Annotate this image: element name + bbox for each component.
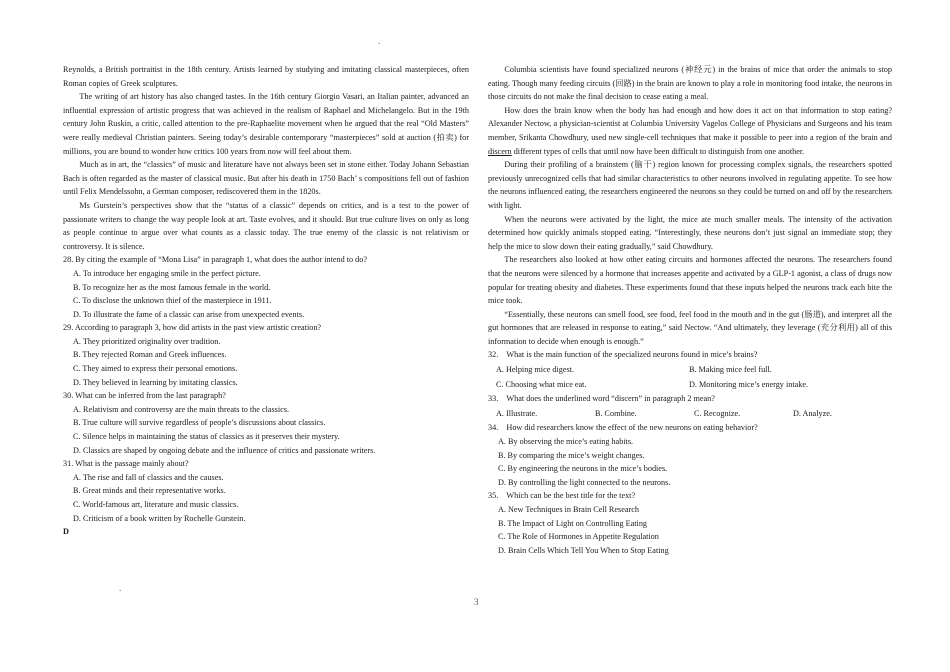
- question-30-option: D. Classics are shaped by ongoing debate and the influence of critics and passionate writers.: [73, 445, 376, 455]
- question-30-option: A. Relativism and controversy are the main threats to the classics.: [73, 404, 289, 414]
- question-34-stem: 34. How did researchers know the effect of the new neurons on eating behavior?: [488, 423, 758, 433]
- answer-key: D: [63, 527, 69, 537]
- question-35-option: A. New Techniques in Brain Cell Research: [498, 505, 639, 514]
- question-31-option: B. Great minds and their representative works.: [73, 486, 226, 496]
- question-28-option: D. To illustrate the fame of a classic can arise from unexpected events.: [73, 309, 305, 319]
- question-34-option: D. By controlling the light connected to the neurons.: [498, 477, 671, 487]
- right-column: [488, 63, 892, 557]
- question-32-option: B. Making mice feel full.: [689, 365, 772, 375]
- question-29-option: C. They aimed to express their personal emotions.: [73, 364, 238, 374]
- question-28-option: B. To recognize her as the most famous female in the world.: [73, 282, 271, 292]
- underlined-word: discern: [488, 146, 512, 156]
- question-28-option: A. To introduce her engaging smile in the perfect picture.: [73, 268, 261, 278]
- question-30-option: B. True culture will survive regardless of people’s discussions about classics.: [73, 418, 326, 428]
- question-32-option: A. Helping mice digest.: [496, 365, 574, 375]
- page-number: 3: [474, 597, 479, 607]
- question-28-stem: 28. By citing the example of “Mona Lisa” in paragraph 1, what does the author intend to do?: [63, 255, 367, 265]
- question-35-option: B. The Impact of Light on Controlling Eating: [498, 518, 648, 528]
- question-32-option: C. Choosing what mice eat.: [496, 379, 587, 389]
- paragraph: The writing of art history has also changed tastes. In the 16th century Giorgio Vasari, an Italian painter, advanced an influential expression of artistic progress that was achieved in the realism of Raphael and Michelangelo. But in the 19th century John Ruskin, a critic, called attention to the pre-Raphaelite movement when he argued that the real “Old Masters” were really medieval Christian painters. Seeing today’s desirable contemporary “masterpieces” sold at auction (拍卖) for millions, you are bound to wonder how critics 100 years from now will feel about them.: [63, 92, 469, 156]
- question-33-option: A. Illustrate.: [496, 408, 538, 418]
- question-28-option: C. To disclose the unknown thief of the masterpiece in 1911.: [73, 296, 272, 306]
- question-33-option: D. Analyze.: [793, 408, 832, 418]
- question-29-option: D. They believed in learning by imitating classics.: [73, 377, 238, 387]
- question-34-option: B. By comparing the mice’s weight changes.: [498, 450, 645, 460]
- header-mark: .: [378, 36, 381, 46]
- question-30-option: C. Silence helps in maintaining the status of classics as it preserves their mystery.: [73, 432, 340, 442]
- question-35-option: D. Brain Cells Which Tell You When to Stop Eating: [498, 545, 669, 555]
- paragraph: Columbia scientists have found specialized neurons (神经元) in the brains of mice that order the animals to stop eating. Though many feeding circuits (回路) in the brain are known to play a role in monitoring food intake, the neurons in those circuits do not make the final decision to cease eating a meal.: [488, 65, 892, 102]
- question-31-option: C. World-famous art, literature and music classics.: [73, 500, 239, 509]
- left-column: [63, 63, 469, 539]
- question-31-option: D. Criticism of a book written by Rochelle Gurstein.: [73, 513, 246, 523]
- question-32-options: [488, 378, 892, 392]
- paragraph: The researchers also looked at how other eating circuits and hormones affected the neurons. The researchers found that the neurons were silenced by a hormone that increases appetite and activated by a GLP-1 agonist, a class of drugs now popular for treating obesity and diabetes. These experiments found that these inputs helped the neurons track each bite the mice took.: [488, 255, 892, 306]
- paragraph: Much as in art, the “classics” of music and literature have not always been set in stone either. Today Johann Sebastian Bach is often regarded as the master of classical music. But after his death in 1750 Bach’ s compositions fell out of fashion until Felix Mendelssohn, a German composer, rediscovered them in the 1820s.: [63, 160, 469, 197]
- question-34-option: A. By observing the mice’s eating habits.: [498, 437, 634, 447]
- paragraph: [488, 104, 892, 158]
- footer-mark: .: [119, 583, 122, 593]
- question-29-stem: 29. According to paragraph 3, how did artists in the past view artistic creation?: [63, 323, 322, 333]
- question-31-option: A. The rise and fall of classics and the causes.: [73, 472, 224, 482]
- question-33-option: C. Recognize.: [694, 408, 741, 418]
- question-32-stem: 32. What is the main function of the specialized neurons found in mice’s brains?: [488, 350, 758, 360]
- question-31-stem: 31. What is the passage mainly about?: [63, 459, 189, 469]
- question-33-option: B. Combine.: [595, 408, 637, 418]
- paragraph: When the neurons were activated by the light, the mice ate much smaller meals. The intensity of the activation determined how quickly animals stopped eating. “Interestingly, these neurons don’t just signal an immediate stop; they help the mice to slow down their eating gradually,” said Chowdhury.: [488, 214, 892, 251]
- question-29-option: B. They rejected Roman and Greek influences.: [73, 350, 227, 360]
- question-34-option: C. By engineering the neurons in the mice’s bodies.: [498, 464, 668, 474]
- paragraph: “Essentially, these neurons can smell food, see food, feel food in the mouth and in the gut (肠道), and interpret all the gut hormones that are released in response to eating,” said Nectow. “And ultimately, they leverage (充分利用) all of this information to decide when enough is enough.”: [488, 309, 892, 346]
- paragraph: Reynolds, a British portraitist in the 18th century. Artists learned by studying and imitating classical masterpieces, often Roman copies of Greek sculptures.: [63, 65, 469, 88]
- paragraph: During their profiling of a brainstem (脑干) region known for processing complex signals, the researchers spotted previously unrecognized cells that had similar characteristics to other neurons involved in regulating appetite. To see how the neurons influenced eating, the researchers engineered the neurons so they could be turned on and off by the researchers with light.: [488, 160, 892, 210]
- text: different types of cells that until now have been difficult to distinguish from one another.: [511, 146, 805, 156]
- text: How does the brain know when the body has had enough and how does it act on that information to stop eating? Alexander Nectow, a physician-scientist at Columbia University Vagelos College of Physicians and Surgeons and his team member, Srikanta Chowdhury, used new single-cell techniques that make it possible to peer into a region of the brain and: [488, 105, 892, 142]
- question-35-option: C. The Role of Hormones in Appetite Regulation: [498, 532, 659, 542]
- question-29-option: A. They prioritized originality over tradition.: [73, 336, 221, 346]
- question-35-stem: 35. Which can be the best title for the text?: [488, 491, 636, 501]
- question-30-stem: 30. What can be inferred from the last paragraph?: [63, 391, 226, 401]
- paragraph: Ms Gurstein’s perspectives show that the “status of a classic” depends on critics, and is a test to the power of passionate writers to change the way people look at art. Taste evolves, and it should. But true culture lives on only as long as people continue to argue over what counts as a classic today. The true enemy of the classic is not relativism or controversy. It is silence.: [63, 200, 469, 251]
- question-33-options: [488, 407, 892, 421]
- question-32-option: D. Monitoring mice’s energy intake.: [689, 379, 808, 389]
- question-33-stem: 33. What does the underlined word “discern” in paragraph 2 mean?: [488, 394, 715, 404]
- question-32-options: [488, 363, 892, 377]
